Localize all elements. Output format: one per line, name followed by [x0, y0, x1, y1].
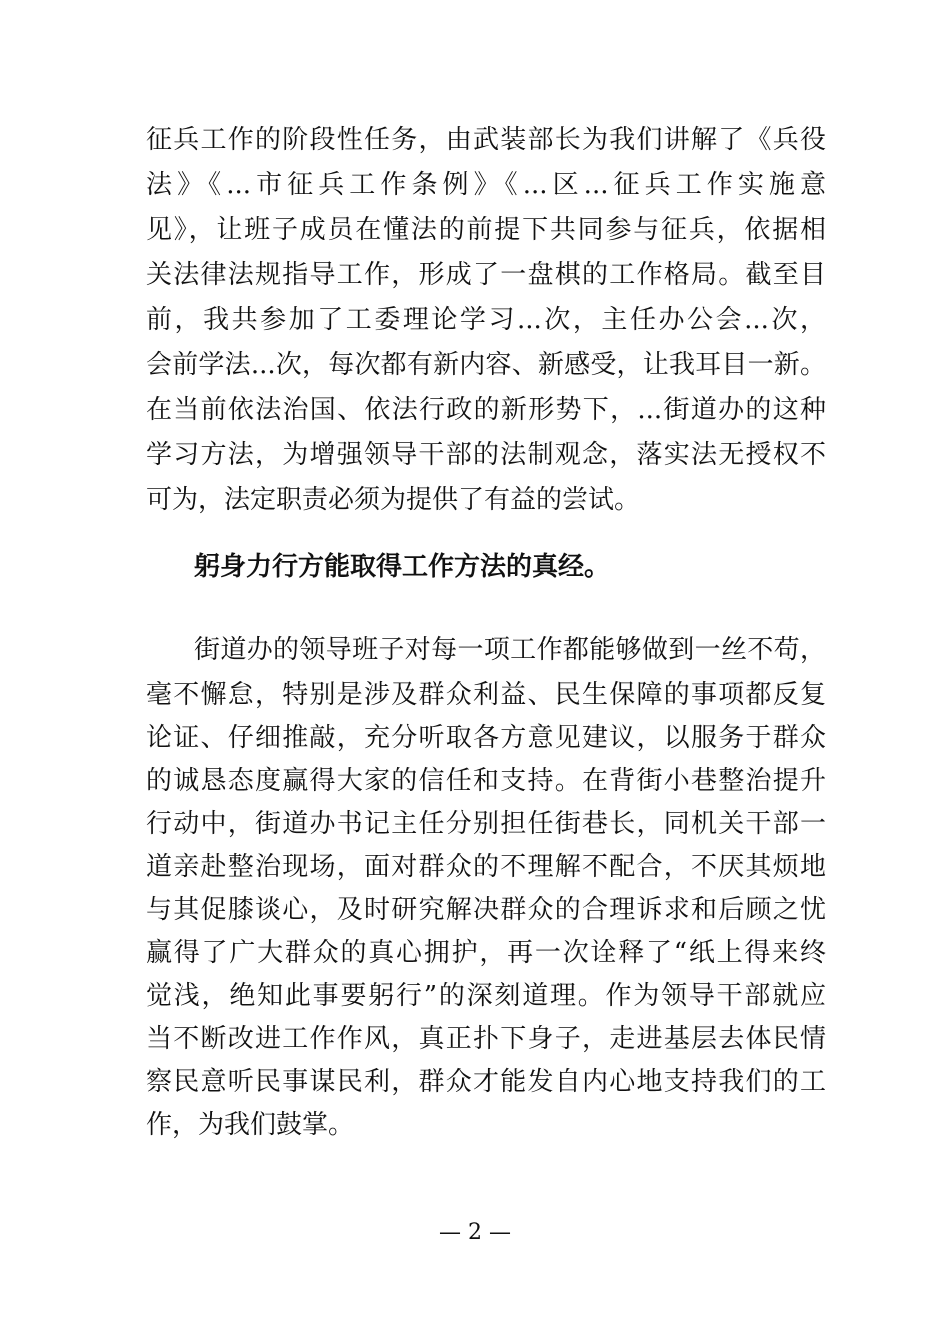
paragraph-line: 道亲赴整治现场，面对群众的不理解不配合，不厌其烦地: [146, 852, 826, 882]
paragraph-line: 毫不懈怠，特别是涉及群众利益、民生保障的事项都反复: [146, 680, 826, 710]
paragraph-line: 关法律法规指导工作，形成了一盘棋的工作格局。截至目: [146, 260, 826, 290]
paragraph-line: 见》，让班子成员在懂法的前提下共同参与征兵，依据相: [146, 215, 826, 245]
paragraph-line: 当不断改进工作作风，真正扑下身子，走进基层去体民情: [146, 1024, 826, 1054]
paragraph-line: 学习方法，为增强领导干部的法制观念，落实法无授权不: [146, 440, 826, 470]
paragraph-line: 赢得了广大群众的真心拥护，再一次诠释了“纸上得来终: [146, 938, 826, 968]
paragraph-line: 前，我共参加了工委理论学习...次，主任办公会...次，: [146, 305, 826, 335]
paragraph-line: 在当前依法治国、依法行政的新形势下，...街道办的这种: [146, 395, 826, 425]
paragraph-line: 征兵工作的阶段性任务，由武装部长为我们讲解了《兵役: [146, 125, 826, 155]
paragraph-line: 作，为我们鼓掌。: [146, 1110, 355, 1140]
paragraph-line: 与其促膝谈心，及时研究解决群众的合理诉求和后顾之忧: [146, 895, 826, 925]
paragraph-line: 会前学法...次，每次都有新内容、新感受，让我耳目一新。: [146, 350, 826, 380]
paragraph-line: 觉浅，绝知此事要躬行”的深刻道理。作为领导干部就应: [146, 981, 826, 1011]
paragraph-line: 法》《...市征兵工作条例》《...区...征兵工作实施意: [146, 170, 826, 200]
paragraph-line: 论证、仔细推敲，充分听取各方意见建议，以服务于群众: [146, 723, 826, 753]
paragraph-line: 察民意听民事谋民利，群众才能发自内心地支持我们的工: [146, 1067, 826, 1097]
paragraph-line: 的诚恳态度赢得大家的信任和支持。在背街小巷整治提升: [146, 766, 826, 796]
paragraph-line: 可为，法定职责必须为提供了有益的尝试。: [146, 485, 641, 515]
page-number: — 2 —: [439, 1220, 511, 1245]
paragraph-line: 街道办的领导班子对每一项工作都能够做到一丝不苟，: [194, 635, 826, 665]
section-heading: 躬身力行方能取得工作方法的真经。: [194, 552, 611, 582]
paragraph-line: 行动中，街道办书记主任分别担任街巷长，同机关干部一: [146, 809, 826, 839]
